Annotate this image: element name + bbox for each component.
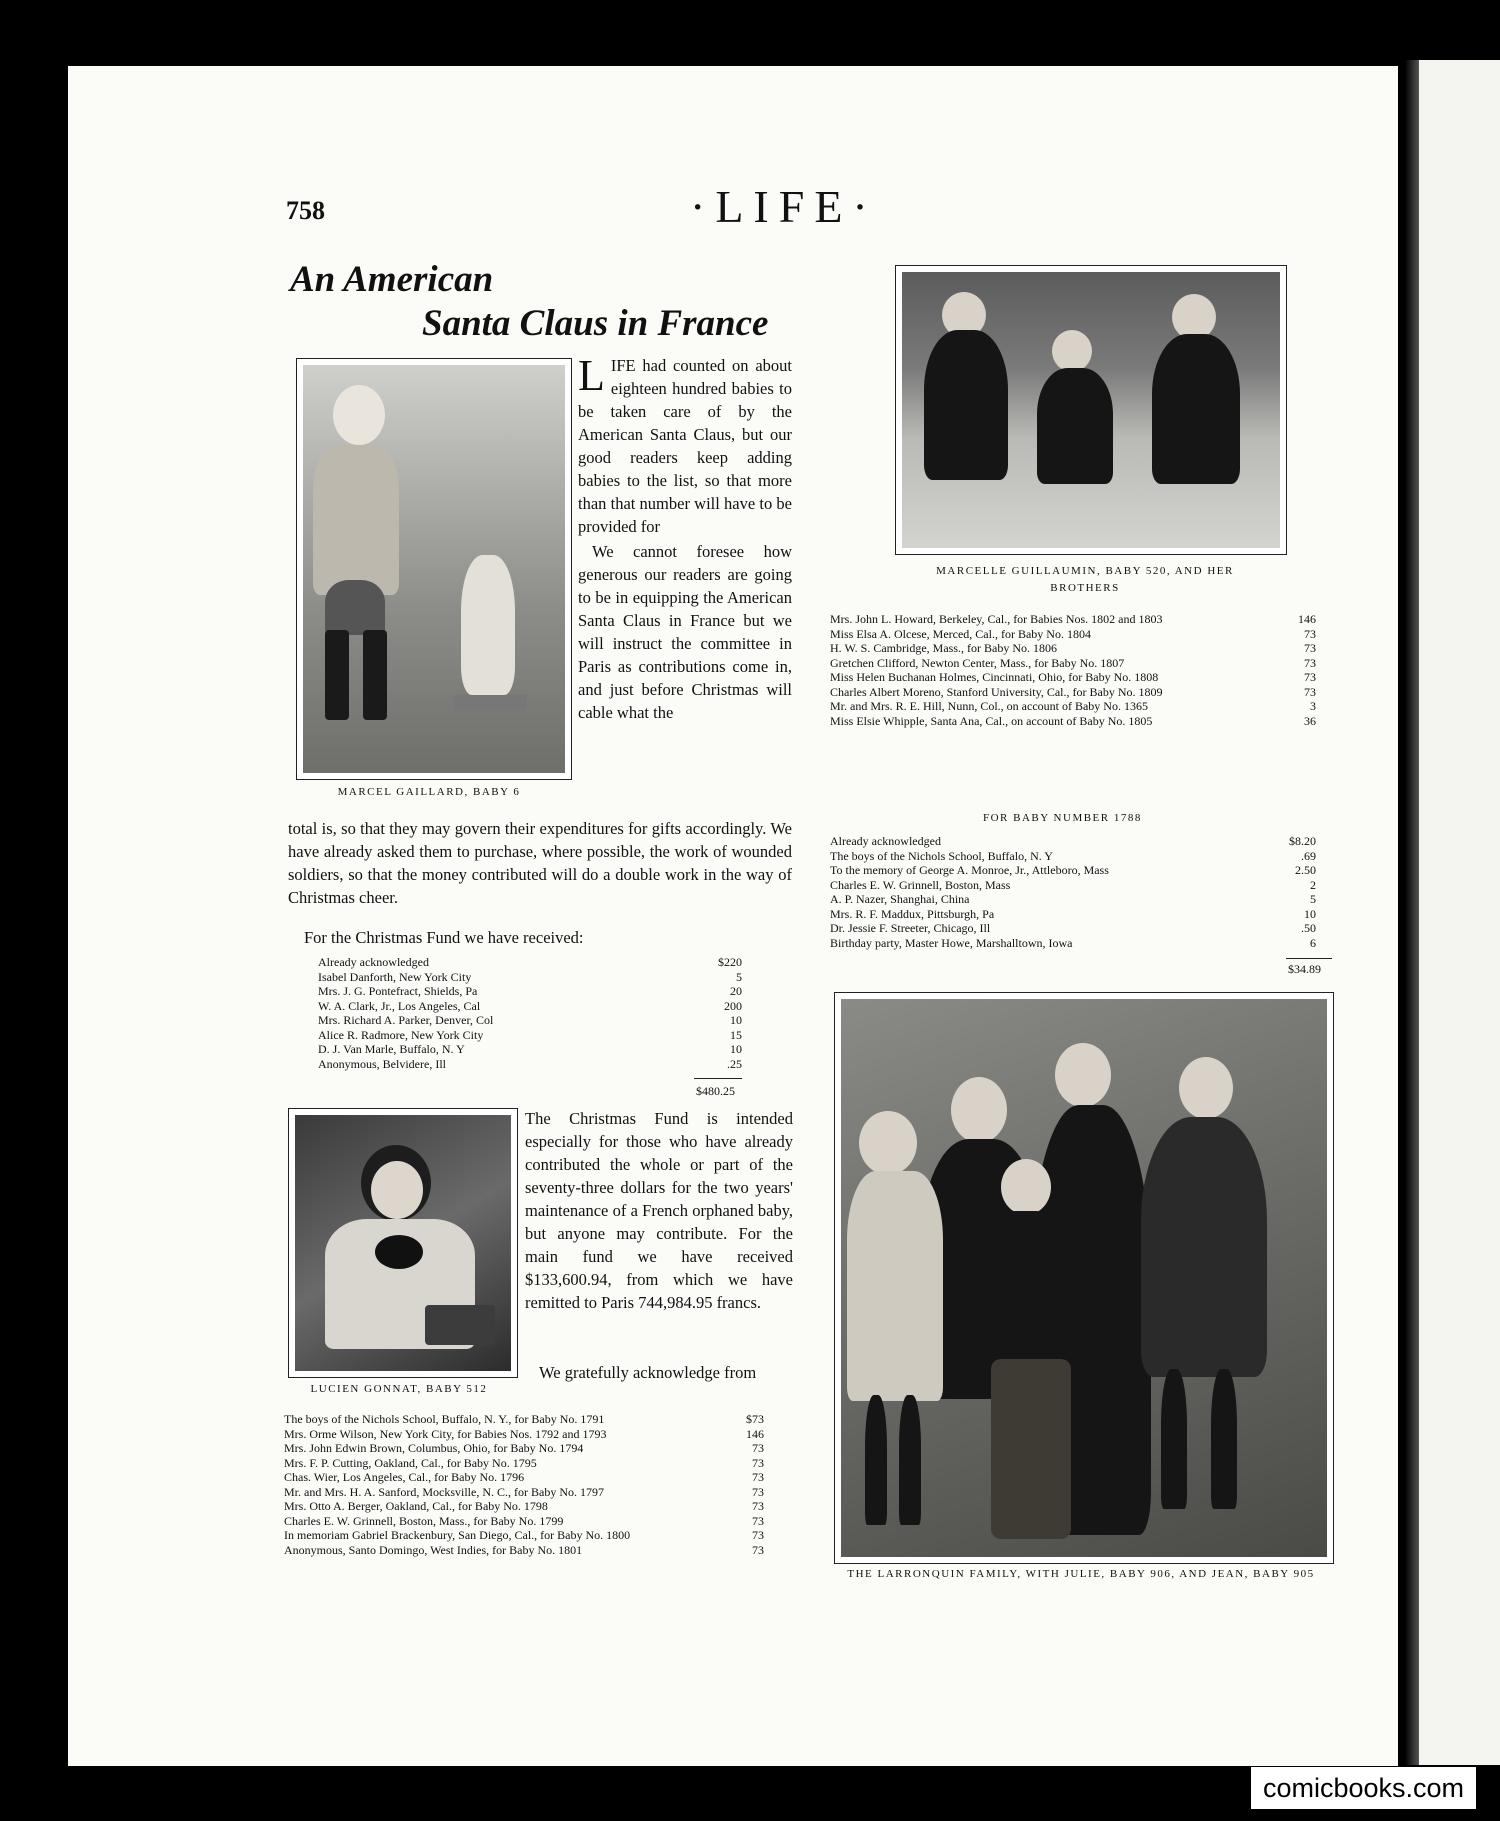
christmas-fund-intro: For the Christmas Fund we have received: xyxy=(304,928,584,947)
ledger-row: Miss Helen Buchanan Holmes, Cincinnati, Ohio, for Baby No. 1808 73 xyxy=(830,670,1316,684)
ledger-row: Charles E. W. Grinnell, Boston, Mass., for Baby No. 1799 73 xyxy=(284,1513,764,1528)
ledger-row: W. A. Clark, Jr., Los Angeles, Cal 200 xyxy=(318,998,742,1013)
ledger-row: Mrs. John Edwin Brown, Columbus, Ohio, for Baby No. 1794 73 xyxy=(284,1441,764,1455)
ledger-row: Mrs. John L. Howard, Berkeley, Cal., for Babies Nos. 1802 and 1803 146 xyxy=(830,612,1316,626)
ledger-row: Mrs. Orme Wilson, New York City, for Babies Nos. 1792 and 1793 146 xyxy=(284,1426,764,1441)
christmas-fund-list xyxy=(318,955,742,1071)
ledger-row: Dr. Jessie F. Streeter, Chicago, Ill .50 xyxy=(830,921,1316,935)
drop-cap: L xyxy=(578,351,605,400)
para1-text: IFE had counted on about eighteen hundred babies to be taken care of by the American Santa Claus, but our good readers keep adding babies to the list, so that more than that number will have to be provided for xyxy=(578,356,792,536)
para3-text: The Christmas Fund is intended especially for those who have already contributed the whole or part of the seventy-three dollars for the two years' maintenance of a French orphaned baby, but anyone may contribute. For the main fund we have received $133,600.94, from which we have remitted to Paris 744,984.95 francs. xyxy=(525,1109,793,1312)
baby-1788-total: $34.89 xyxy=(1288,962,1321,976)
ledger-row: The boys of the Nichols School, Buffalo, N. Y .69 xyxy=(830,848,1316,863)
ledger-row: Alice R. Radmore, New York City 15 xyxy=(318,1027,742,1042)
article-title-line2: Santa Claus in France xyxy=(422,303,769,344)
ledger-row: Mrs. Otto A. Berger, Oakland, Cal., for Baby No. 1798 73 xyxy=(284,1499,764,1513)
ledger-row: Mrs. R. F. Maddux, Pittsburgh, Pa 10 xyxy=(830,906,1316,921)
site-watermark: comicbooks.com xyxy=(1251,1767,1476,1809)
article-intro-column xyxy=(578,351,792,724)
left-acknowledgement-list xyxy=(284,1412,764,1557)
caption-photo2: LUCIEN GONNAT, BABY 512 xyxy=(310,1383,488,1395)
ledger-row: Miss Elsa A. Olcese, Merced, Cal., for Baby No. 1804 73 xyxy=(830,626,1316,641)
para2-top-text: We cannot foresee how generous our readers are going to be in equipping the American Santa Claus in France but we will instruct the committee in Paris as contributions come in, and just before Christmas will cable what the xyxy=(578,542,792,722)
ledger-row: Gretchen Clifford, Newton Center, Mass., for Baby No. 1807 73 xyxy=(830,655,1316,670)
christmas-fund-total: $480.25 xyxy=(696,1084,735,1098)
caption-photo1: MARCEL GAILLARD, BABY 6 xyxy=(337,786,521,798)
ledger-row: A. P. Nazer, Shanghai, China 5 xyxy=(830,892,1316,906)
ledger-row: Charles Albert Moreno, Stanford University, Cal., for Baby No. 1809 73 xyxy=(830,684,1316,699)
ledger-row: Already acknowledged $8.20 xyxy=(830,834,1316,848)
page-number: 758 xyxy=(286,196,325,225)
ledger-row: Mrs. F. P. Cutting, Oakland, Cal., for Baby No. 1795 73 xyxy=(284,1455,764,1470)
ledger-row: Isabel Danforth, New York City 5 xyxy=(318,969,742,984)
ledger-row: Birthday party, Master Howe, Marshalltown, Iowa 6 xyxy=(830,935,1316,950)
caption-photo3: MARCELLE GUILLAUMIN, BABY 520, AND HER BROTHERS xyxy=(936,565,1234,594)
adjacent-page-edge xyxy=(1405,60,1500,1765)
total-rule xyxy=(1286,958,1332,959)
baby-1788-list xyxy=(830,834,1316,950)
ledger-row: Mr. and Mrs. H. A. Sanford, Mocksville, N. C., for Baby No. 1797 73 xyxy=(284,1484,764,1499)
caption-photo4: THE LARRONQUIN FAMILY, WITH JULIE, BABY 906, AND JEAN, BABY 905 xyxy=(847,1568,1315,1580)
photo-larronquin-family xyxy=(834,992,1334,1564)
total-rule xyxy=(694,1078,742,1079)
ledger-row: Mrs. Richard A. Parker, Denver, Col 10 xyxy=(318,1013,742,1027)
masthead: ·LIFE· xyxy=(690,181,878,232)
ledger-row: The boys of the Nichols School, Buffalo, N. Y., for Baby No. 1791 $73 xyxy=(284,1412,764,1426)
ledger-row: H. W. S. Cambridge, Mass., for Baby No. 1806 73 xyxy=(830,641,1316,655)
baby-1788-heading: FOR BABY NUMBER 1788 xyxy=(983,812,1142,824)
ledger-row: Mr. and Mrs. R. E. Hill, Nunn, Col., on account of Baby No. 1365 3 xyxy=(830,699,1316,713)
ledger-row: D. J. Van Marle, Buffalo, N. Y 10 xyxy=(318,1042,742,1056)
ledger-row: Anonymous, Belvidere, Ill .25 xyxy=(318,1056,742,1071)
photo-marcelle-guillaumin xyxy=(895,265,1287,555)
ledger-row: In memoriam Gabriel Brackenbury, San Diego, Cal., for Baby No. 1800 73 xyxy=(284,1528,764,1542)
ledger-row: Already acknowledged $220 xyxy=(318,955,742,969)
para2-continued: total is, so that they may govern their expenditures for gifts accordingly. We have already asked them to purchase, where possible, the work of wounded soldiers, so that the money contributed will do a double work in the way of Christmas cheer. xyxy=(288,819,792,907)
right-acknowledgement-list xyxy=(830,612,1316,728)
ledger-row: Mrs. J. G. Pontefract, Shields, Pa 20 xyxy=(318,984,742,998)
photo-lucien-gonnat xyxy=(288,1108,518,1378)
ledger-row: To the memory of George A. Monroe, Jr., Attleboro, Mass 2.50 xyxy=(830,863,1316,877)
photo-marcel-gaillard xyxy=(296,358,572,780)
ledger-row: Chas. Wier, Los Angeles, Cal., for Baby No. 1796 73 xyxy=(284,1470,764,1484)
ledger-row: Miss Elsie Whipple, Santa Ana, Cal., on account of Baby No. 1805 36 xyxy=(830,713,1316,728)
ledger-row: Anonymous, Santo Domingo, West Indies, for Baby No. 1801 73 xyxy=(284,1542,764,1557)
ledger-row: Charles E. W. Grinnell, Boston, Mass 2 xyxy=(830,877,1316,892)
article-title-line1: An American xyxy=(290,259,494,300)
para4-text: We gratefully acknowledge from xyxy=(539,1363,757,1382)
